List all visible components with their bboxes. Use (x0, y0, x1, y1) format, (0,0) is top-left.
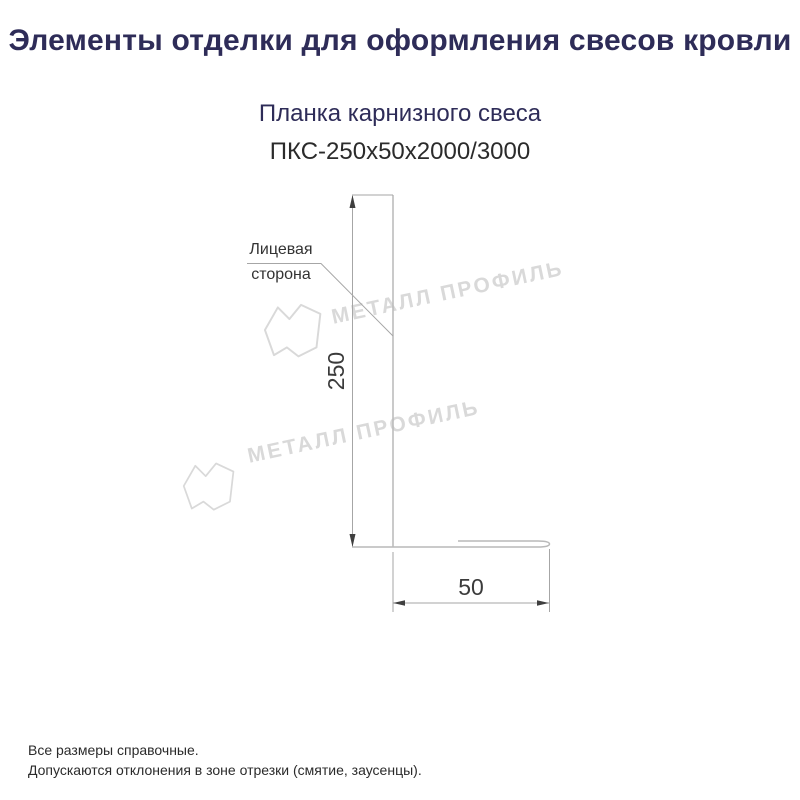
arrow-left-icon (393, 600, 405, 606)
face-side-label-line2: сторона (251, 266, 311, 283)
footer-notes (28, 740, 422, 780)
footer-note-line1: Все размеры справочные. (28, 742, 199, 758)
watermark-text: МЕТАЛЛ ПРОФИЛЬ (329, 257, 566, 329)
profile-bottom-flange (352, 541, 550, 547)
height-dimension-label: 250 (323, 351, 349, 391)
arrow-down-icon (350, 534, 356, 547)
face-side-label-line1: Лицевая (249, 241, 313, 258)
width-dimension-label: 50 (458, 574, 484, 600)
arrow-up-icon (350, 195, 356, 208)
product-code: ПКС-250х50х2000/3000 (269, 138, 531, 165)
arrow-right-icon (537, 600, 549, 606)
footer-note-line2: Допускаются отклонения в зоне отрезки (смятие, заусенцы). (28, 762, 422, 778)
face-side-label (238, 240, 324, 284)
watermark-text: МЕТАЛЛ ПРОФИЛЬ (245, 396, 482, 468)
product-subtitle: Планка карнизного свеса (258, 100, 542, 127)
page-title: Элементы отделки для оформления свесов кровли (8, 24, 792, 57)
